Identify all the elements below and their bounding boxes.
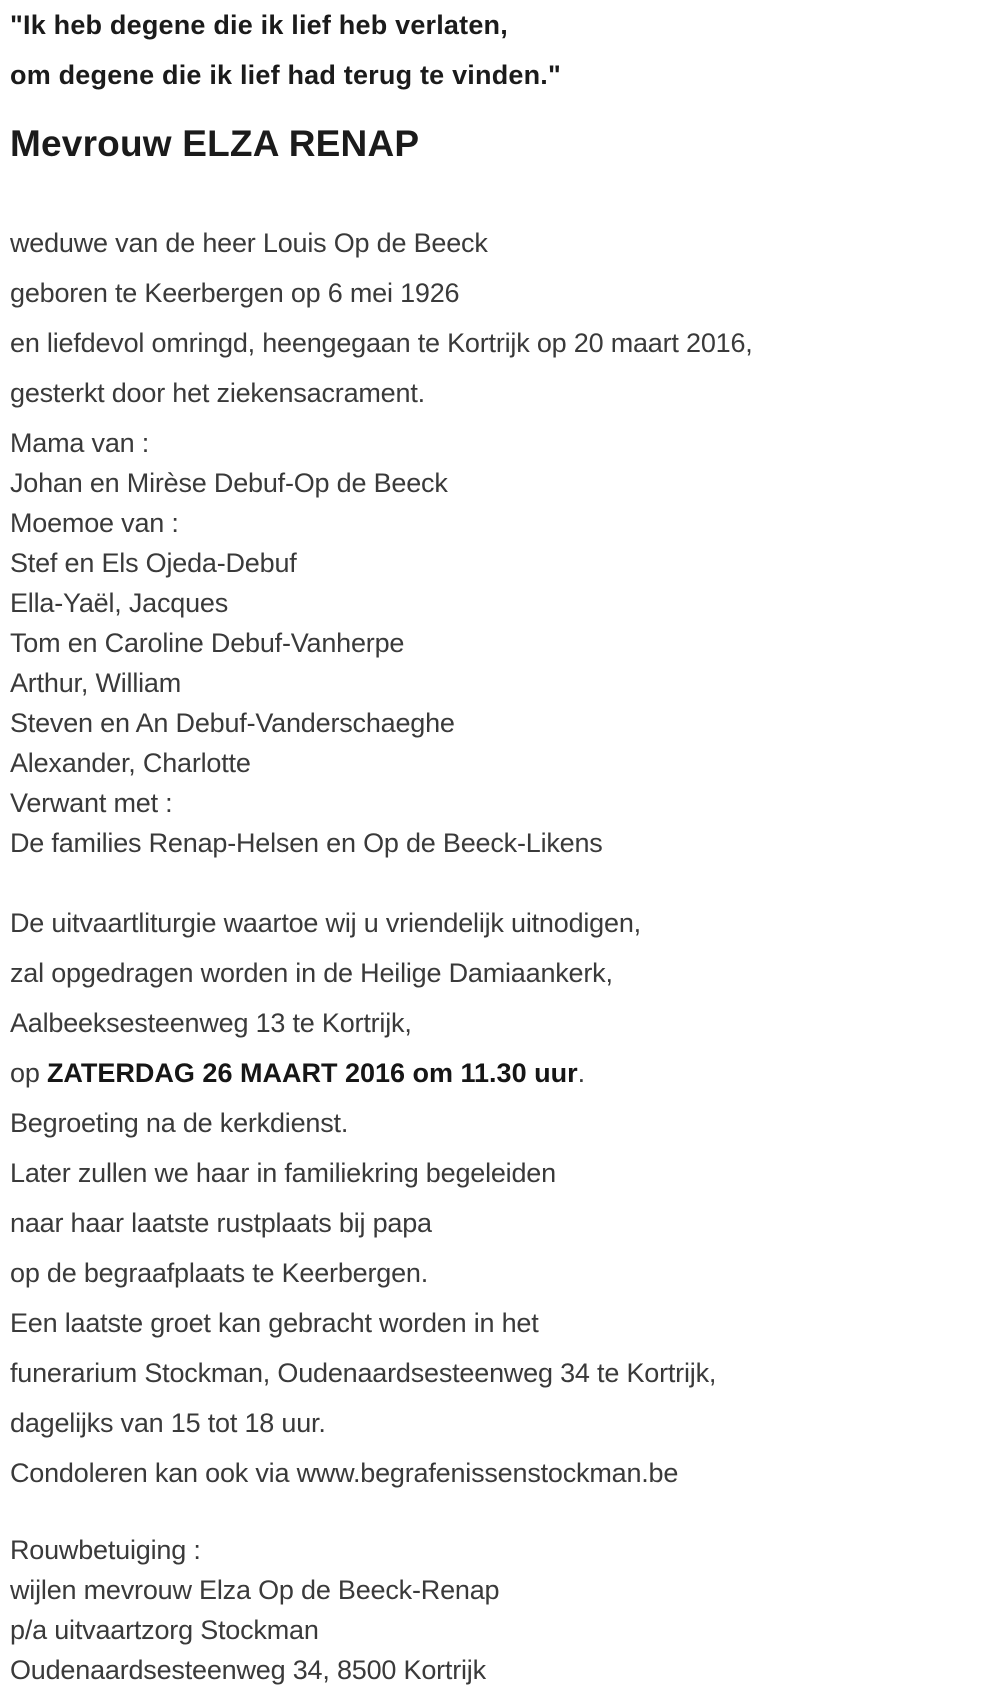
family-line: Moemoe van : (10, 508, 179, 538)
service-line: Een laatste groet kan gebracht worden in het (10, 1308, 539, 1338)
service-date-line (10, 1048, 1000, 1098)
memorial-quote (10, 0, 1000, 100)
service-line: dagelijks van 15 tot 18 uur. (10, 1408, 326, 1438)
service-line: naar haar laatste rustplaats bij papa (10, 1208, 432, 1238)
condolence-website-line: Condoleren kan ook via www.begrafenissenstockman.be (10, 1458, 679, 1488)
service-line: Aalbeeksesteenweg 13 te Kortrijk, (10, 1008, 412, 1038)
mourning-line: wijlen mevrouw Elza Op de Beeck-Renap (10, 1575, 500, 1605)
intro-line: geboren te Keerbergen op 6 mei 1926 (10, 278, 460, 308)
mourning-line: p/a uitvaartzorg Stockman (10, 1615, 319, 1645)
service-line: op de begraafplaats te Keerbergen. (10, 1258, 429, 1288)
service-line: funerarium Stockman, Oudenaardsesteenweg 34 te Kortrijk, (10, 1358, 717, 1388)
condolence-address-section (10, 1530, 1000, 1690)
service-line: De uitvaartliturgie waartoe wij u vriendelijk uitnodigen, (10, 908, 641, 938)
mourning-line: Rouwbetuiging : (10, 1535, 201, 1565)
funeral-service-section (10, 898, 1000, 1498)
date-suffix: . (577, 1058, 585, 1088)
family-line: Mama van : (10, 428, 150, 458)
date-prefix: op (10, 1058, 47, 1088)
intro-line: weduwe van de heer Louis Op de Beeck (10, 228, 488, 258)
family-line: Alexander, Charlotte (10, 748, 251, 778)
family-line: Stef en Els Ojeda-Debuf (10, 548, 297, 578)
date-emphasis: ZATERDAG 26 MAART 2016 om 11.30 uur (46, 1058, 578, 1088)
family-line: Johan en Mirèse Debuf-Op de Beeck (10, 468, 448, 498)
intro-line: gesterkt door het ziekensacrament. (10, 378, 425, 408)
family-section (10, 423, 1000, 863)
family-line: Verwant met : (10, 788, 173, 818)
quote-line-2: om degene die ik lief had terug te vinden." (10, 60, 561, 90)
family-line: De families Renap-Helsen en Op de Beeck-Likens (10, 828, 603, 858)
intro-line: en liefdevol omringd, heengegaan te Kortrijk op 20 maart 2016, (10, 328, 753, 358)
family-line: Steven en An Debuf-Vanderschaeghe (10, 708, 455, 738)
life-details-section (10, 218, 1000, 418)
family-line: Ella-Yaël, Jacques (10, 588, 229, 618)
service-line: Begroeting na de kerkdienst. (10, 1108, 349, 1138)
service-line: Later zullen we haar in familiekring begeleiden (10, 1158, 556, 1188)
quote-line-1: "Ik heb degene die ik lief heb verlaten, (10, 10, 508, 40)
deceased-name-title: Mevrouw ELZA RENAP (10, 123, 420, 164)
mourning-line: Oudenaardsesteenweg 34, 8500 Kortrijk (10, 1655, 486, 1685)
family-line: Tom en Caroline Debuf-Vanherpe (10, 628, 405, 658)
service-line: zal opgedragen worden in de Heilige Damiaankerk, (10, 958, 613, 988)
family-line: Arthur, William (10, 668, 182, 698)
